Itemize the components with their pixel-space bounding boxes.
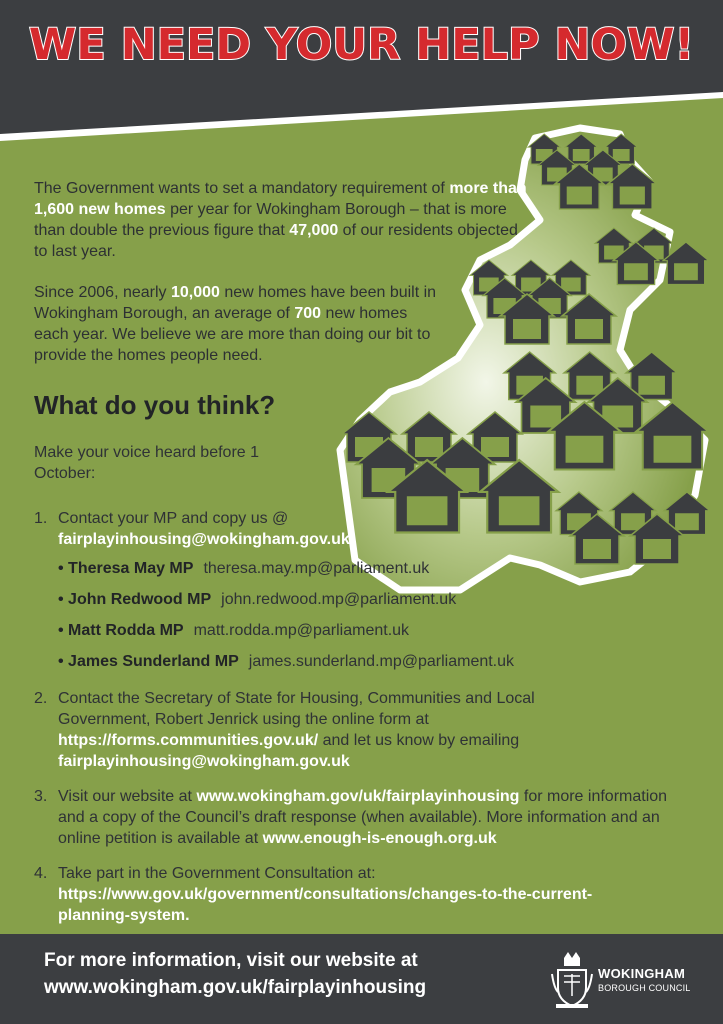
highlight-objections: 47,000 xyxy=(289,222,339,239)
highlight-homes-built: 10,000 xyxy=(170,284,220,301)
section-heading: What do you think? xyxy=(34,390,276,420)
step-4 xyxy=(34,863,694,924)
step-4-text: Take part in the Government Consultation at: xyxy=(58,865,376,882)
step-3 xyxy=(34,786,694,850)
step-text xyxy=(58,863,658,926)
step-text xyxy=(58,508,698,550)
page-title: WE NEED YOUR HELP NOW! xyxy=(28,20,695,70)
mp-email-link[interactable]: theresa.may.mp@parliament.uk xyxy=(203,560,430,577)
intro-text: of our residents objected to last year. xyxy=(34,222,518,260)
step-text xyxy=(58,688,628,772)
step-2-text: Contact the Secretary of State for Housing, Communities and Local Government, Robert Jenrick using the online form at xyxy=(58,690,535,728)
step-number: 1. xyxy=(34,510,48,527)
mp-email-link[interactable]: james.sunderland.mp@parliament.uk xyxy=(248,653,515,670)
step-3-text: for more information and a copy of the Council’s draft response (when available). More information and an online petition is available at xyxy=(58,788,668,847)
website-link[interactable]: www.wokingham.gov/uk/fairplayinhousing xyxy=(196,788,520,805)
mp-name: • Theresa May MP xyxy=(58,560,194,577)
mp-email-link[interactable]: john.redwood.mp@parliament.uk xyxy=(221,591,457,608)
email-link[interactable]: fairplayinhousing@wokingham.gov.uk xyxy=(58,531,350,548)
mp-item xyxy=(58,590,456,610)
mp-name: • John Redwood MP xyxy=(58,591,212,608)
petition-link[interactable]: www.enough-is-enough.org.uk xyxy=(262,830,497,847)
highlight-average: 700 xyxy=(294,305,322,322)
highlight-new-homes: more than 1,600 new homes xyxy=(34,180,527,218)
step-3-text: Visit our website at xyxy=(58,788,197,805)
deadline-text: Make your voice heard before 1 October: xyxy=(34,444,260,482)
step-number: 2. xyxy=(34,690,48,707)
footer-website-link[interactable]: www.wokingham.gov.uk/fairplayinhousing xyxy=(44,977,427,998)
intro-text: new homes each year. We believe we are more than doing our bit to provide the homes people need. xyxy=(34,305,431,364)
mp-email-link[interactable]: matt.rodda.mp@parliament.uk xyxy=(193,622,410,639)
step-text xyxy=(58,786,698,849)
footer-message xyxy=(44,947,544,1001)
intro-text: The Government wants to set a mandatory requirement of xyxy=(34,180,450,197)
step-number: 4. xyxy=(34,865,48,882)
intro-text: per year for Wokingham Borough – that is more than double the previous figure that xyxy=(34,201,507,239)
step-number: 3. xyxy=(34,788,48,805)
mp-name: • Matt Rodda MP xyxy=(58,622,184,639)
council-name: WOKINGHAM xyxy=(598,966,686,981)
consultation-link[interactable]: https://www.gov.uk/government/consultations/changes-to-the-current-planning-system. xyxy=(58,886,593,924)
intro-text: Since 2006, nearly xyxy=(34,284,171,301)
council-crest-icon xyxy=(550,948,594,1010)
mp-item xyxy=(58,559,429,579)
council-subtitle: BOROUGH COUNCIL xyxy=(598,983,691,993)
intro-text: new homes have been built in Wokingham Borough, an average of xyxy=(34,284,437,322)
footer-line-1: For more information, visit our website at xyxy=(44,950,418,971)
intro-paragraph-1 xyxy=(34,178,534,262)
step-2 xyxy=(34,688,694,772)
mp-item xyxy=(58,621,409,641)
intro-paragraph-2 xyxy=(34,282,444,366)
step-1 xyxy=(34,508,694,552)
forms-link[interactable]: https://forms.communities.gov.uk/ xyxy=(58,732,319,749)
mp-name: • James Sunderland MP xyxy=(58,653,239,670)
step-1-text: Contact your MP and copy us @ xyxy=(58,510,289,527)
step-2-text: and let us know by emailing xyxy=(318,732,520,749)
email-link[interactable]: fairplayinhousing@wokingham.gov.uk xyxy=(58,753,350,770)
mp-item xyxy=(58,652,514,672)
